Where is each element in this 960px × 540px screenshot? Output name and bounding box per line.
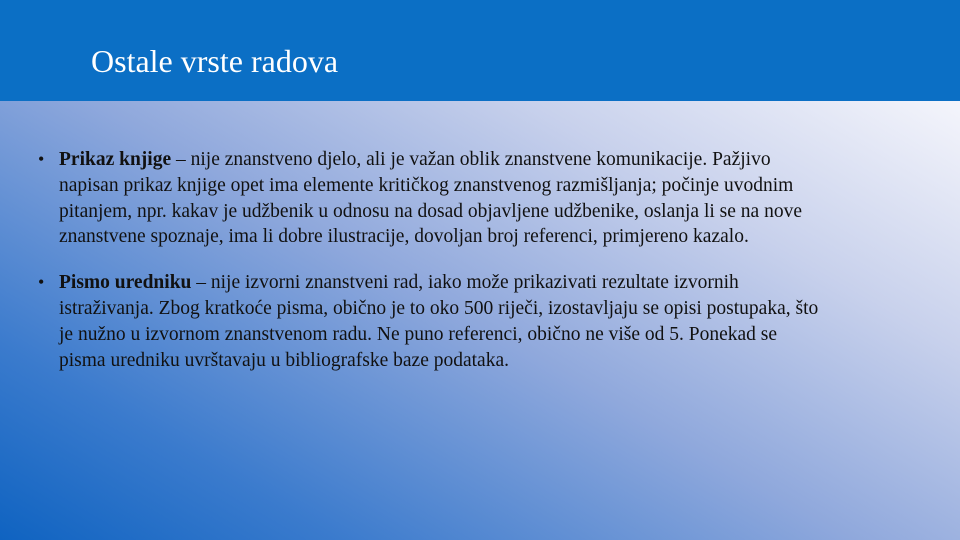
slide-content [0, 147, 960, 373]
bullet-text: – nije izvorni znanstveni rad, iako može prikazivati rezultate izvornih istraživanja. Zbog kratkoće pisma, obično je to oko 500 riječi, izostavljaju se opisi postupaka, što je nužno u izvornom znanstvenom radu. Ne puno referenci, obično ne više od 5. Ponekad se pisma uredniku uvrštavaju u bibliografske baze podataka. [59, 272, 819, 371]
slide-title: Ostale vrste radova [91, 43, 339, 79]
bullet-text: – nije znanstveno djelo, ali je važan oblik znanstvene komunikacije. Pažjivo napisan prikaz knjige opet ima elemente kritičkog znanstvenog razmišljanja; počinje uvodnim pitanjem, npr. kakav je udžbenik u odnosu na dosad objavljene udžbenike, oslanja li se na nove znanstvene spoznaje, ima li dobre ilustracije, dovoljan broj referenci, primjereno kazalo. [59, 149, 802, 248]
bullet-term: Prikaz knjige [59, 149, 172, 170]
title-bar [0, 0, 960, 101]
bullet-pismo-uredniku [0, 270, 819, 373]
bullet-marker: • [38, 149, 45, 169]
bullet-marker: • [38, 272, 45, 293]
bullet-term: Pismo uredniku [59, 272, 192, 294]
bullet-prikaz-knjige [0, 147, 819, 250]
